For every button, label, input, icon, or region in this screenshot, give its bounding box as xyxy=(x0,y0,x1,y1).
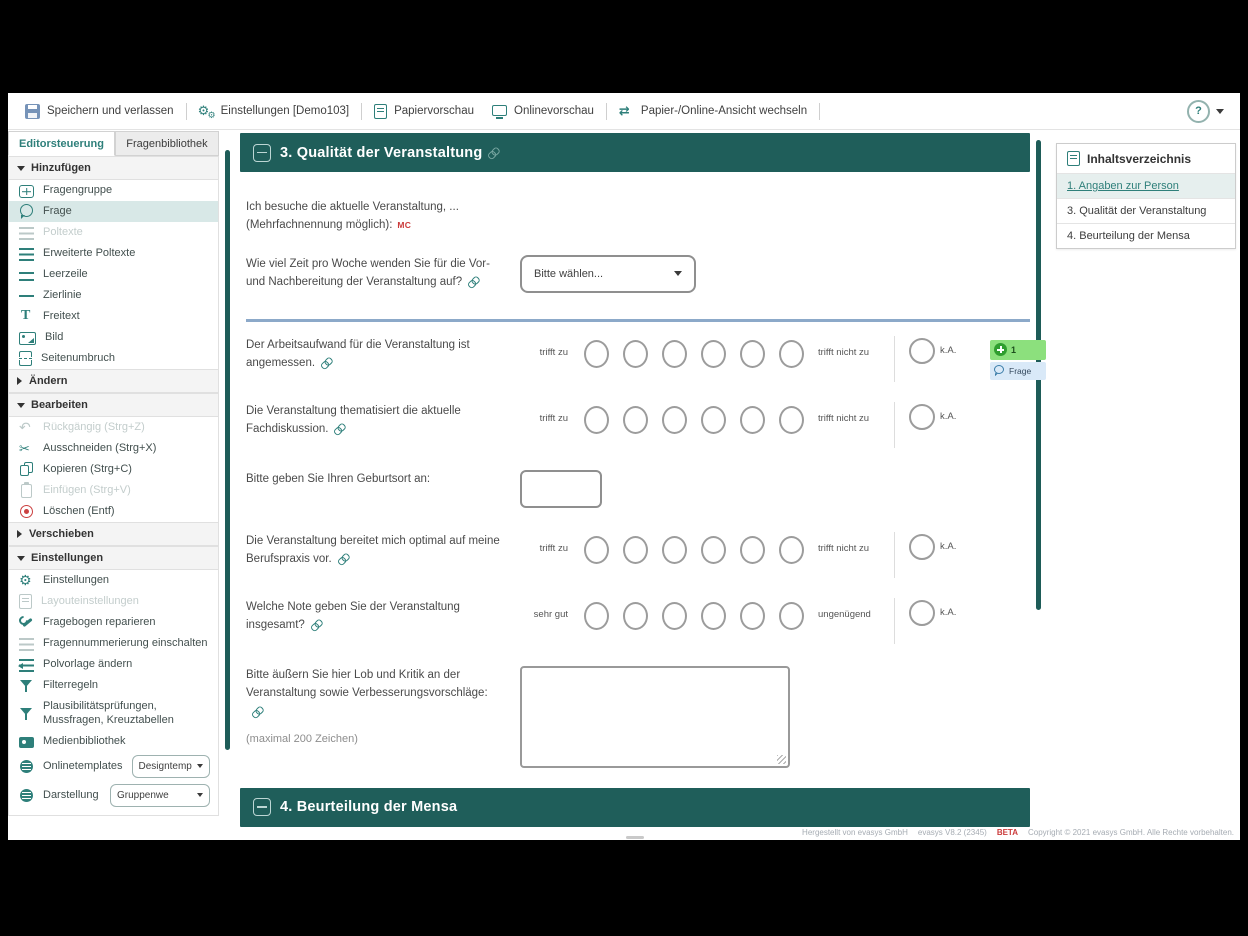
sidebar-item-erweiterte-poltexte[interactable] xyxy=(9,243,218,264)
sidebar-item-fragennummerierung[interactable] xyxy=(9,633,218,654)
select-value: Designtemp xyxy=(138,760,192,772)
chevron-down-icon xyxy=(17,556,25,561)
mc-badge: MC xyxy=(397,220,412,231)
answer-option-circle[interactable] xyxy=(740,406,765,434)
save-and-exit-label: Speichern und verlassen xyxy=(47,105,174,117)
sidebar-item-label: Fragennummerierung einschalten xyxy=(43,637,208,650)
toolbar-divider xyxy=(361,103,362,120)
scale-divider xyxy=(894,532,895,578)
scale-right-label: ungenügend xyxy=(818,608,871,620)
answer-option-circle[interactable] xyxy=(623,536,648,564)
answer-option-circle[interactable] xyxy=(623,406,648,434)
question-time-per-week xyxy=(246,255,1030,293)
footer-copyright: Copyright © 2021 evasys GmbH. Alle Rechte vorbehalten. xyxy=(1028,828,1234,837)
chevron-right-icon xyxy=(17,377,22,385)
sidebar-item-label: Einstellungen xyxy=(43,574,110,587)
section-header-mensa[interactable] xyxy=(240,788,1030,827)
sidebar-item-leerzeile[interactable] xyxy=(9,264,218,285)
survey-editor-window xyxy=(8,93,1240,840)
answer-options xyxy=(584,602,804,630)
gear-icon xyxy=(19,573,34,588)
link-icon[interactable] xyxy=(485,144,503,162)
chevron-down-icon xyxy=(17,403,25,408)
settings-button[interactable] xyxy=(190,98,359,124)
question-text: Wie viel Zeit pro Woche wenden Sie für die Vor- und Nachbereitung der Veranstaltung auf? xyxy=(246,255,504,292)
sidebar-item-label: Bild xyxy=(45,331,64,344)
question-text: Welche Note geben Sie der Veranstaltung insgesamt? xyxy=(246,598,504,635)
sidebar-item-label: Löschen (Entf) xyxy=(43,505,115,518)
answer-option-circle[interactable] xyxy=(623,340,648,368)
sidebar-item-polvorlage-aendern[interactable] xyxy=(9,654,218,675)
question-subtext: (Mehrfachnennung möglich): MC xyxy=(246,219,412,232)
copy-icon xyxy=(19,462,34,477)
select-value: Gruppenwe xyxy=(117,789,169,801)
empty-line-icon xyxy=(19,272,34,281)
tab-editorsteuerung[interactable]: Editorsteuerung xyxy=(8,131,115,156)
no-answer-option xyxy=(909,534,956,560)
no-answer-label: k.A. xyxy=(940,541,957,553)
tab-fragenbibliothek[interactable]: Fragenbibliothek xyxy=(115,131,219,156)
chevron-right-icon xyxy=(17,530,22,538)
layout-settings-icon xyxy=(19,594,32,609)
no-answer-option xyxy=(909,600,956,626)
editor-sidebar xyxy=(8,131,219,816)
question-icon xyxy=(19,204,34,219)
scale-question-berufspraxis xyxy=(246,532,1030,584)
toolbar-divider xyxy=(606,103,607,120)
group-title: Ändern xyxy=(29,375,68,387)
sidebar-item-label: Plausibilitätsprüfungen, Mussfragen, Kreuztabellen xyxy=(43,700,174,727)
document-icon xyxy=(1067,151,1080,166)
answer-option-circle[interactable] xyxy=(584,602,609,630)
sidebar-item-label: Polvorlage ändern xyxy=(43,658,133,671)
scale-divider xyxy=(894,402,895,448)
no-answer-option xyxy=(909,338,956,364)
sidebar-item-label: Rückgängig (Strg+Z) xyxy=(43,421,145,434)
funnel-icon xyxy=(19,706,34,721)
question-text: Bitte äußern Sie hier Lob und Kritik an der Veranstaltung sowie Verbesserungsvorschläge: xyxy=(246,666,504,721)
sidebar-item-fragengruppe[interactable] xyxy=(9,180,218,201)
sidebar-item-label: Filterregeln xyxy=(43,679,99,692)
sidebar-item-label: Seitenumbruch xyxy=(41,352,115,365)
paper-preview-icon xyxy=(374,104,387,119)
question-text: Ich besuche die aktuelle Veranstaltung, ... xyxy=(246,201,459,213)
answer-option-circle[interactable] xyxy=(662,406,687,434)
sidebar-item-label: Leerzeile xyxy=(43,268,88,281)
answer-option-circle[interactable] xyxy=(584,340,609,368)
paper-preview-label: Papiervorschau xyxy=(394,105,474,117)
scale-right-label: trifft nicht zu xyxy=(818,542,870,554)
online-preview-button[interactable] xyxy=(483,98,603,124)
section-header-qualitaet[interactable] xyxy=(240,133,1030,172)
darstellung-select[interactable] xyxy=(110,784,210,807)
sidebar-panel xyxy=(8,156,219,816)
char-limit-hint: (maximal 200 Zeichen) xyxy=(246,732,358,745)
sidebar-item-filterregeln[interactable] xyxy=(9,675,218,696)
chevron-down-icon xyxy=(197,764,203,768)
answer-options xyxy=(584,340,804,368)
no-answer-option xyxy=(909,404,956,430)
answer-option-circle[interactable] xyxy=(584,536,609,564)
feedback-textarea[interactable] xyxy=(520,666,790,768)
sidebar-item-label: Kopieren (Strg+C) xyxy=(43,463,132,476)
scale-left-label: trifft zu xyxy=(539,412,568,424)
group-title: Bearbeiten xyxy=(31,399,88,411)
toc-title: Inhaltsverzeichnis xyxy=(1087,151,1192,166)
switch-view-label: Papier-/Online-Ansicht wechseln xyxy=(640,105,808,117)
sidebar-item-plausibilitaetspruefungen[interactable] xyxy=(9,696,218,731)
question-multiple-choice[interactable] xyxy=(246,198,1030,235)
scale-question-fachdiskussion xyxy=(246,402,1030,454)
globe-icon xyxy=(19,788,34,803)
section-title: 3. Qualität der Veranstaltung xyxy=(280,144,483,161)
scale-divider xyxy=(894,598,895,644)
scale-left-label: sehr gut xyxy=(533,608,568,620)
scale-left-label: trifft zu xyxy=(539,346,568,358)
answer-option-circle[interactable] xyxy=(701,406,726,434)
scissors-icon xyxy=(19,441,34,456)
pole-template-icon xyxy=(19,659,34,672)
sidebar-item-poltexte xyxy=(9,222,218,243)
sidebar-item-frage[interactable] xyxy=(9,201,218,222)
scale-question-note xyxy=(246,598,1030,650)
beta-badge: BETA xyxy=(996,828,1018,837)
link-icon[interactable] xyxy=(334,550,352,568)
sidebar-item-label: Fragengruppe xyxy=(43,184,113,197)
sidebar-item-label: Einfügen (Strg+V) xyxy=(43,484,131,497)
answer-options xyxy=(584,536,804,564)
scale-divider xyxy=(894,336,895,382)
sidebar-item-layouteinstellungen xyxy=(9,591,218,612)
undo-icon xyxy=(19,420,34,435)
paper-preview-button[interactable] xyxy=(365,98,483,124)
sidebar-item-label: Ausschneiden (Strg+X) xyxy=(43,442,157,455)
sidebar-tabs xyxy=(8,131,219,156)
sidebar-item-label: Frage xyxy=(43,205,72,218)
answer-option-circle[interactable] xyxy=(662,340,687,368)
link-icon[interactable] xyxy=(249,703,267,721)
sidebar-item-label: Medienbibliothek xyxy=(43,734,126,747)
scale-question-arbeitsaufwand xyxy=(246,336,1030,388)
page-break-icon xyxy=(19,351,32,366)
no-answer-circle[interactable] xyxy=(909,338,935,364)
free-text-icon xyxy=(19,309,34,324)
drag-type-badge: Frage xyxy=(990,362,1046,380)
drag-handle[interactable] xyxy=(626,836,644,839)
collapse-icon[interactable] xyxy=(253,144,271,162)
globe-icon xyxy=(19,759,34,774)
answer-option-circle[interactable] xyxy=(740,340,765,368)
no-answer-label: k.A. xyxy=(940,411,957,423)
sidebar-item-rueckgaengig xyxy=(9,417,218,438)
drag-count-badge: 1 xyxy=(990,340,1046,360)
sidebar-scrollbar[interactable] xyxy=(225,150,230,750)
sidebar-item-zierlinie[interactable] xyxy=(9,285,218,306)
sidebar-group-aendern[interactable] xyxy=(9,369,218,393)
sidebar-item-freitext[interactable] xyxy=(9,306,218,327)
link-icon[interactable] xyxy=(465,273,483,291)
gears-icon xyxy=(199,104,214,119)
answer-option-circle[interactable] xyxy=(740,602,765,630)
save-icon xyxy=(25,104,40,119)
toc-item-qualitaet[interactable]: 3. Qualität der Veranstaltung xyxy=(1057,198,1235,223)
plus-icon xyxy=(994,343,1007,356)
answer-option-circle[interactable] xyxy=(779,602,804,630)
switch-view-icon xyxy=(619,104,634,119)
answer-option-circle[interactable] xyxy=(662,602,687,630)
no-answer-label: k.A. xyxy=(940,345,957,357)
answer-options xyxy=(584,406,804,434)
help-button[interactable] xyxy=(1187,100,1210,123)
sidebar-item-label: Poltexte xyxy=(43,226,83,239)
sidebar-group-einstellungen[interactable] xyxy=(9,546,218,570)
toc-header xyxy=(1057,144,1235,173)
sidebar-item-ausschneiden[interactable] xyxy=(9,438,218,459)
no-answer-label: k.A. xyxy=(940,607,957,619)
pole-texts-icon xyxy=(19,227,34,240)
media-library-icon xyxy=(19,737,34,748)
answer-option-circle[interactable] xyxy=(740,536,765,564)
question-geburtsort xyxy=(246,470,1030,508)
question-text: Die Veranstaltung bereitet mich optimal auf meine Berufspraxis vor. xyxy=(246,532,504,569)
bitte-waehlen-dropdown[interactable] xyxy=(520,255,696,293)
chevron-down-icon xyxy=(197,793,203,797)
wrench-icon xyxy=(19,615,34,630)
toc-item-mensa[interactable]: 4. Beurteilung der Mensa xyxy=(1057,223,1235,248)
question-text: Bitte geben Sie Ihren Geburtsort an: xyxy=(246,472,431,485)
switch-view-button[interactable] xyxy=(610,98,816,124)
image-icon xyxy=(19,332,36,345)
sidebar-group-verschieben[interactable] xyxy=(9,522,218,546)
sidebar-item-label: Zierlinie xyxy=(43,289,82,302)
footer-version: evasys V8.2 (2345) xyxy=(917,828,987,837)
dropdown-value: Bitte wählen... xyxy=(534,267,604,280)
sidebar-item-einstellungen[interactable] xyxy=(9,570,218,591)
sidebar-item-medienbibliothek[interactable] xyxy=(9,731,218,752)
sidebar-item-label: Freitext xyxy=(43,310,80,323)
onlinetemplates-select[interactable] xyxy=(132,755,211,778)
toc-item-angaben-zur-person[interactable]: 1. Angaben zur Person xyxy=(1057,173,1235,198)
sidebar-group-bearbeiten[interactable] xyxy=(9,393,218,417)
scale-right-label: trifft nicht zu xyxy=(818,412,870,424)
sidebar-item-loeschen[interactable] xyxy=(9,501,218,522)
toolbar xyxy=(8,93,1240,130)
question-feedback xyxy=(246,666,1030,768)
no-answer-circle[interactable] xyxy=(909,534,935,560)
question-text: Die Veranstaltung thematisiert die aktuelle Fachdiskussion. xyxy=(246,402,504,439)
chevron-down-icon xyxy=(674,271,682,276)
drag-tooltip xyxy=(990,340,1046,380)
answer-option-circle[interactable] xyxy=(701,340,726,368)
chevron-down-icon xyxy=(17,166,25,171)
link-icon[interactable] xyxy=(307,616,325,634)
insert-position-indicator xyxy=(246,319,1030,322)
answer-option-circle[interactable] xyxy=(701,536,726,564)
sidebar-item-einfuegen xyxy=(9,480,218,501)
collapse-icon[interactable] xyxy=(253,798,271,816)
group-title: Hinzufügen xyxy=(31,162,91,174)
table-of-contents xyxy=(1056,143,1236,249)
delete-icon xyxy=(19,504,34,519)
answer-option-circle[interactable] xyxy=(779,536,804,564)
sidebar-item-label: Erweiterte Poltexte xyxy=(43,247,136,260)
answer-option-circle[interactable] xyxy=(779,340,804,368)
question-group-icon xyxy=(19,185,34,198)
question-icon xyxy=(994,365,1005,376)
sidebar-item-label: Onlinetemplates xyxy=(43,759,123,772)
paste-icon xyxy=(19,483,34,498)
sidebar-item-label: Fragebogen reparieren xyxy=(43,616,156,629)
settings-label: Einstellungen [Demo103] xyxy=(220,105,350,117)
online-preview-icon xyxy=(492,104,507,119)
no-answer-circle[interactable] xyxy=(909,404,935,430)
scale-left-label: trifft zu xyxy=(539,542,568,554)
sidebar-group-hinzufuegen[interactable] xyxy=(9,156,218,180)
sidebar-item-label: Darstellung xyxy=(43,788,99,801)
sidebar-item-darstellung xyxy=(9,781,218,810)
help-icon: ? xyxy=(1195,105,1202,117)
footer-manufacturer: Hergestellt von evasys GmbH xyxy=(802,828,908,837)
answer-option-circle[interactable] xyxy=(779,406,804,434)
section-title: 4. Beurteilung der Mensa xyxy=(280,799,458,816)
geburtsort-input[interactable] xyxy=(520,470,602,508)
sidebar-item-bild[interactable] xyxy=(9,327,218,348)
decorative-line-icon xyxy=(19,288,34,303)
answer-option-circle[interactable] xyxy=(662,536,687,564)
link-icon[interactable] xyxy=(331,420,349,438)
question-text: Der Arbeitsaufwand für die Veranstaltung ist angemessen. xyxy=(246,336,504,373)
sidebar-item-seitenumbruch[interactable] xyxy=(9,348,218,369)
group-title: Einstellungen xyxy=(31,552,104,564)
chevron-down-icon[interactable] xyxy=(1216,109,1224,114)
group-title: Verschieben xyxy=(29,528,94,540)
extended-pole-texts-icon xyxy=(19,248,34,261)
toolbar-divider xyxy=(186,103,187,120)
funnel-icon xyxy=(19,678,34,693)
sidebar-item-kopieren[interactable] xyxy=(9,459,218,480)
sidebar-item-fragebogen-reparieren[interactable] xyxy=(9,612,218,633)
online-preview-label: Onlinevorschau xyxy=(514,105,594,117)
scale-right-label: trifft nicht zu xyxy=(818,346,870,358)
sidebar-item-onlinetemplates xyxy=(9,752,218,781)
toolbar-divider xyxy=(819,103,820,120)
link-icon[interactable] xyxy=(318,354,336,372)
answer-option-circle[interactable] xyxy=(623,602,648,630)
no-answer-circle[interactable] xyxy=(909,600,935,626)
save-and-exit-button[interactable] xyxy=(16,98,183,124)
answer-option-circle[interactable] xyxy=(701,602,726,630)
numbered-list-icon xyxy=(19,638,34,651)
sidebar-item-label: Layouteinstellungen xyxy=(41,595,139,608)
answer-option-circle[interactable] xyxy=(584,406,609,434)
footer xyxy=(802,828,1234,837)
questionnaire-canvas xyxy=(240,133,1030,839)
